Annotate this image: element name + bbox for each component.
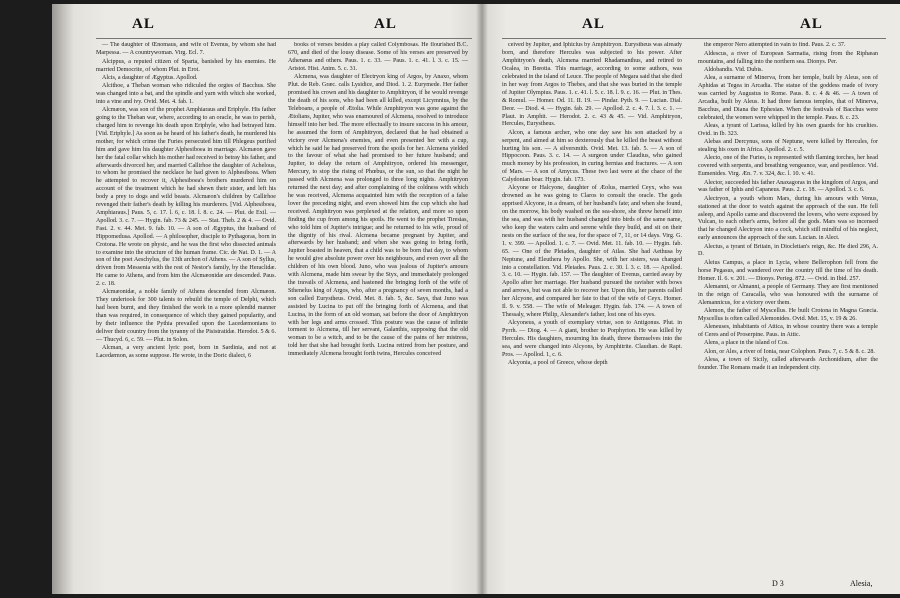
book-binding xyxy=(52,4,74,594)
left-header-rule xyxy=(96,38,472,39)
dictionary-entry: the emperor Nero attempted in vain to find. Paus. 2. c. 37. xyxy=(704,42,846,49)
page-gutter-shadow xyxy=(476,4,488,594)
right-page-running-head-left: AL xyxy=(582,16,605,32)
dictionary-entry: Alea, a surname of Minerva, from her temple, built by Aleus, son of Aphidas at Tegea in Arcadia. The statue of the goddess made of ivory was carried by Augustus to Rome. Paus. 8. c. 4 & 46. — A town of Arcadia, built by Aleus. It had three famous temples, that of Minerva, Bacchus, and Diana the Ephesian. When the festivals of Bacchus were celebrated, the women were whipped in the temple. Paus. 8. c. 23. xyxy=(698,75,878,121)
dictionary-entry: Alebas and Dercynus, sons of Neptune, were killed by Hercules, for stealing his oxen in Africa. Apollod. 2. c. 5. xyxy=(698,139,878,154)
right-page-column-1 xyxy=(502,42,682,582)
dictionary-entry: — The daughter of Œnomaus, and wife of Evenus, by whom she had Marpessa. — A countrywoman. Virg. Ecl. 7. xyxy=(96,42,276,57)
dictionary-entry: Aldescus, a river of European Sarmatia, rising from the Riphæan mountains, and falling into the northern sea. Dionys. Per. xyxy=(698,50,878,65)
signature-mark: D 3 xyxy=(772,579,784,588)
right-header-rule xyxy=(502,38,886,39)
dictionary-entry: Alcmæon, was son of the prophet Amphiaraus and Eriphyle. His father going to the Theban war, where, according to an oracle, he was to perish, charged him to revenge his death upon Eriphyle, who had betrayed him. [Vid. Eriphyle.] As soon as he heard of his father's death, he murdered his mother, for which crime the Furies persecuted him till Phlegeus purified him and gave him his daughter Alphesiboea in marriage. Alcmæon gave her the fatal collar which his mother had received to betray his father, and afterwards divorced her, and married Callirhoe the daughter of Achelous, to whom he promised the necklace he had given to Alphesiboea. When he attempted to recover it, Alphesiboea's brothers murdered him on account of the treatment which he had shewn their sister, and left his body a prey to dogs and wild beasts. Alcmæon's children by Callirhoe revenged their father's death by killing his murderers. [Vid. Alphesiboea, Amphiaraus.] Paus. 5, c. 17. l. 6, c. 18. l. 8. c. 24. — Plut. de Exil. — Apollod. 3. c. 7. — Hygin. fab. 73 & 245. — Stat. Theb. 2 & 4. — Ovid. Fast. 2. v. 44. Met. 9. fab. 10. — A son of Ægyptus, the husband of Hippomedusa. Apollod. — A philosopher, disciple to Pythagoras, born in Crotona. He wrote on physic, and he was the first who dissected animals to examine into the structure of the human frame. Cic. de Nat. D. 1. — A son of the poet Aeschylus, the 13th archon of Athens. — A son of Syllus, driven from Messenia with the rest of Nestor's family, by the Heraclidæ. He came to Athens, and from him the Alcmæonidæ are descended. Paus. 2. c. 18. xyxy=(96,107,276,288)
right-page-running-head-right: AL xyxy=(800,16,823,32)
dictionary-entry: Alens, a place in the island of Cos. xyxy=(704,340,789,347)
left-page-running-head-left: AL xyxy=(132,16,155,32)
book-spread xyxy=(52,4,900,594)
left-page-running-head-right: AL xyxy=(374,16,397,32)
dictionary-entry: Aleneuses, inhabitants of Attica, in whose country there was a temple of Ceres and of Proserpine. Paus. in Attic. xyxy=(698,324,878,339)
dictionary-entry: Alectus, a tyrant of Britain, in Diocletian's reign, &c. He died 296, A. D. xyxy=(698,243,878,258)
dictionary-entry: Alector, succeeded his father Anaxagoras in the kingdom of Argos, and was father of Iphis and Capaneus. Paus. 2. c. 18. — Apollod. 3. c. 6. xyxy=(698,179,878,194)
left-page xyxy=(74,4,482,594)
dictionary-entry: books of verses besides a play called Colymbosas. He flourished B.C. 670, and died of the lousy disease. Some of his verses are preserved by Athenæus and others. Paus. 1. c. 33. — Paus. 1. c. 41. l. 3. c. 15. — Aristot. Hist. Anim. 5. c. 31. xyxy=(288,42,468,73)
dictionary-entry: Alcmena, was daughter of Electryon king of Argos, by Anaxo, whom Plut. de Reb. Græc. calls Lysidice, and Diod. 1. 2. Eurymede. Her father promised his crown and his daughter to Amphitryon, if he would revenge the death of his sons, who had been all killed, except Licymnius, by the Teleboans, a people of Ætolia. While Amphitryon was gone against the Ætolians, Jupiter, who was enamoured of Alcmena, resolved to introduce himself into her bed. The more effectually to insure success in his amour, he assumed the form of Amphitryon, declared that he had obtained a victory over Alcmena's enemies, and even presented her with a cup, which he said he had preserved from the spoils for her. Alcmena yielded to the favour of what she had promised to her future husband; and Jupiter, to delay the return of Amphitryon, ordered his messenger, Mercury, to stop the rising of Phœbus, or the sun, so that the night he passed with Alcmena was prolonged to three long nights. Amphitryon returned the next day; and after complaining of the coldness with which he was received, Alcmena acquainted him with the reception of a false lover the preceding night, and even showed him the cup which she had received. Amphitryon was perplexed at the relation, and more so upon finding the cup from among his spoils. He went to the prophet Tiresias, who told him of Jupiter's intrigue; and he returned to his wife, proud of the dignity of his rival. Alcmena became pregnant by Jupiter, and afterwards by her husband; and when she was going to bring forth, Jupiter boasted in heaven, that a child was to be born that day, to whom he would give absolute power over his neighbours, and even over all the children of his own blood. Juno, who was jealous of Jupiter's amours with Alcmena, made him swear by the Styx, and immediately prolonged the travails of Alcmena, and hastened the bringing forth of the wife of Sthenelus king of Argos, who, after a pregnancy of seven months, had a son called Eurystheus. Ovid. Met. 8. fab. 5, &c. Says, that Juno was assisted by Lucina to put off the bringing forth of Alcmena, and that Lucina, in the form of an old woman, sat before the door of Amphitryon with her legs and arms crossed. This posture was the cause of infinite torment to Alcmena, till her servant, Galanthis, supposing that the old woman to be a witch, and to be the cause of the pains of her mistress, told her that she had brought forth. Lucina retired from her posture, and immediately Alcmena brought forth twins, Hercules conceived xyxy=(288,74,468,358)
left-page-column-1 xyxy=(96,42,276,582)
dictionary-entry: Alcmæonidæ, a noble family of Athens descended from Alcmæon. They undertook for 300 talents to rebuild the temple of Delphi, which had been burnt, and they finished the work in a more splendid manner than was required, in consequence of which they gained popularity, and by their influence the Pythia prevailed upon the Lacedæmonians to deliver their country from the tyranny of the Pisistratidæ. Herodot. 5 & 6. — Thucyd. 6, c. 59. — Plut. in Solon. xyxy=(96,289,276,343)
dictionary-entry: Alcman, a very ancient lyric poet, born in Sardinia, and not at Lacedæmon, as some suppose. He wrote, in the Doric dialect, 6 xyxy=(96,345,276,360)
dictionary-entry: Alcis, a daughter of Ægyptus. Apollod. xyxy=(102,74,198,81)
dictionary-entry: Alon, or Ales, a river of Ionia, near Colophon. Paus. 7, c. 5 & 8. c. 28. xyxy=(704,348,875,355)
dictionary-entry: Alemon, the father of Myscellus. He built Crotona in Magna Græcia. Myscellus is often called Alemonides. Ovid. Met. 15, v. 19 & 26. xyxy=(698,307,878,322)
left-page-column-2 xyxy=(288,42,468,582)
dictionary-entry: Alcithoe, a Theban woman who ridiculed the orgies of Bacchus. She was changed into a bat, and the spindle and yarn with which she worked, into a vine and ivy. Ovid. Met. 4. fab. 1. xyxy=(96,83,276,105)
dictionary-entry: Alcyoneus, a youth of exemplary virtue, son to Antigonus. Plut. in Pyrrh. — Diog. 4. — A giant, brother to Porphyrion. He was killed by Hercules. His daughters, mourning his death, threw themselves into the sea, and were changed into Alcyons, by Amphitrite. Claudian. de Rapt. Pros. — Apollod. 1, c. 6. xyxy=(502,320,682,358)
dictionary-entry: Aleius Campus, a place in Lycia, where Bellerophon fell from the horse Pegasus, and wandered over the country till the time of his death. Homer. Il. 6. v. 201. — Dionys. Perieg. 872. — Ovid. in Ibid. 257. xyxy=(698,259,878,282)
dictionary-entry: Aleas, a tyrant of Larissa, killed by his own guards for his cruelties. Ovid. in Ib. 323. xyxy=(698,123,878,137)
right-page xyxy=(482,4,900,594)
dictionary-entry: Alcyone or Halcyone, daughter of Æolus, married Ceyx, who was drowned as he was going to Claros to consult the oracle. The gods apprised Alcyone, in a dream, of her husband's fate; and when she found, on the morrow, his body washed on the sea-shore, she threw herself into the sea, and was with her husband changed into birds of the same name, who keep the waters calm and serene while they build, and sit on their nests on the surface of the sea, for the space of 7, 11, or 14 days. Virg. G. 1. v. 399. — Apollod. 1. c. 7. — Ovid. Met. 11. fab. 10. — Hygin. fab. 65. — One of the Pleiades, daughter of Atlas. She had Aethusa by Neptune, and Eleuthera by Apollo. She, with her sisters, was changed into a constellation. Vid. Pleiades. Paus. 2. c. 30. l. 3. c. 18. — Apollod. 3. c. 10. — Hygin. fab. 157. — The daughter of Evenus, carried away by Apollo after her marriage. Her husband pursued the ravisher with bows and arrows, but was not able to recover her. Upon this, her parents called her Alcyone, and compared her fate to that of the wife of Ceyx. Homer. Il. 9. v. 558. — The wife of Meleager. Hygin. fab. 174. — A town of Thessaly, where Philip, Alexander's father, lost one of his eyes. xyxy=(502,185,682,318)
dictionary-entry: Alcyonia, a pool of Greece, whose depth xyxy=(508,360,608,367)
dictionary-entry: Alesa, a town of Sicily, called afterwards Archonidium, after the founder. The Romans made it an independent city. xyxy=(698,356,878,371)
right-page-column-2 xyxy=(698,42,878,582)
dictionary-entry: Alemanni, or Almanni, a people of Germany. They are first mentioned in the reign of Caracalla, who was honoured with the surname of Alemannicus, for a victory over them. xyxy=(698,283,878,306)
dictionary-entry: ceived by Jupiter, and Iphiclus by Amphitryon. Eurystheus was already born, and therefore Hercules was subjected to his power. After Amphitryon's death, Alcmena married Rhadamanthus, and retired to Ocalea, in Bœotia. This marriage, according to some authors, was celebrated in the island of Leuce. The people of Megara said that she died in her way from Argos to Thebes, and that she was buried in the temple of Jupiter Olympius. Paus. 1. c. 41. l. 5. c. 18. l. 9. c. 16. — Plut. in Thes. & Romul. — Homer. Od. 11. II. 19. — Pindar. Pyth. 9. — Lucian. Dial. Deor. — Diod. 4. — Hygin. fab. 29. — Apollod. 2. c. 4. 7. l. 3. c. 1. — Plaut. in Amphit. — Herodot. 2. c. 43 & 45. — Vid. Amphitryon, Hercules, Eurystheus. xyxy=(502,42,682,128)
dictionary-entry: Alectryon, a youth whom Mars, during his amours with Venus, stationed at the door to watch against the approach of the sun. He fell asleep, and Apollo came and discovered the lovers, who were exposed by Vulcan, to each other's arms, before all the gods. Mars was so incensed that he changed Alectryon into a cock, which still mindful of his neglect, early announces the approach of the sun. Lucian. in Alect. xyxy=(698,195,878,242)
dictionary-entry: Alcippus, a reputed citizen of Sparta, banished by his enemies. He married Democrite, of whom Plut. in Erot. xyxy=(96,58,276,73)
dictionary-entry: Alecto, one of the Furies, is represented with flaming torches, her head covered with serpents, and breathing vengeance, war, and pestilence. Vid. Eumenides. Virg. Æn. 7. v. 324, &c. l. 10. v. 41. xyxy=(698,155,878,178)
dictionary-entry: Aldobandis. Vid. Dubis. xyxy=(704,66,763,73)
dictionary-entry: Alcon, a famous archer, who one day saw his son attacked by a serpent, and aimed at him so dexterously that he killed the beast without hurting his son. — A silversmith. Ovid. Met. 13. fab. 5. — A son of Hippocoon. Paus. 3. c. 14. — A surgeon under Claudius, who gained much money by his profession, in curing hernias and fractures. — A son of Mars. — A son of Amycus. These two last were at the chace of the Calydonian boar. Hygin. fab. 173. xyxy=(502,129,682,184)
catchword: Alesia, xyxy=(850,579,873,588)
